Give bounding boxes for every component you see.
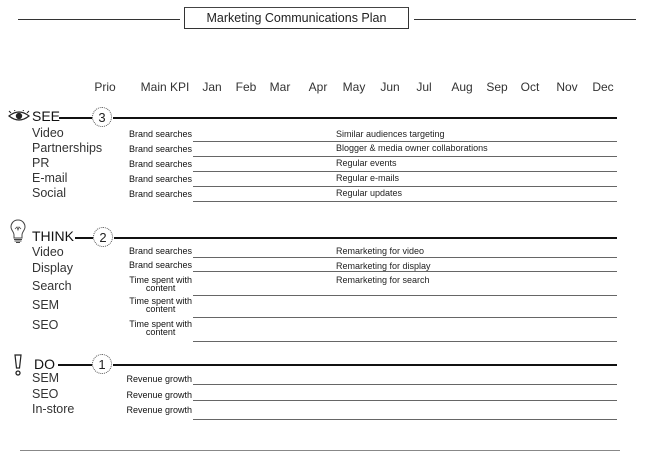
row-rule — [193, 186, 617, 187]
page-title — [184, 7, 409, 29]
page-title-text: Marketing Communications Plan — [206, 11, 387, 25]
col-apr: Apr — [308, 80, 328, 94]
row-rule — [193, 141, 617, 142]
row-rule — [193, 257, 617, 258]
row-rule — [193, 171, 617, 172]
row-rule — [193, 271, 617, 272]
col-dec: Dec — [592, 80, 614, 94]
col-feb: Feb — [235, 80, 257, 94]
priority-badge: 3 — [92, 107, 112, 127]
kpi-line1: Time spent with — [129, 319, 192, 329]
eye-icon — [8, 110, 30, 122]
activity-label: Regular e-mails — [336, 173, 400, 183]
activity-label: Remarketing for search — [336, 275, 430, 285]
col-nov: Nov — [556, 80, 578, 94]
kpi-label — [129, 297, 192, 313]
kpi-line2: content — [145, 327, 176, 337]
row-rule — [193, 156, 617, 157]
section-connector — [75, 237, 94, 239]
col-prio: Prio — [94, 80, 116, 94]
activity-label: Remarketing for video — [336, 246, 425, 256]
section-rule — [113, 117, 617, 119]
row-rule — [193, 419, 617, 420]
kpi-line2: content — [145, 283, 176, 293]
kpi-label: Revenue growth — [126, 390, 192, 400]
channel-name: SEM — [32, 298, 60, 312]
footer-rule — [20, 450, 620, 451]
kpi-line1: Time spent with — [129, 296, 192, 306]
col-jun: Jun — [380, 80, 400, 94]
channel-name: Video — [32, 126, 64, 140]
kpi-label: Brand searches — [128, 246, 192, 256]
kpi-label: Revenue growth — [126, 405, 192, 415]
row-rule — [193, 295, 617, 296]
col-sep: Sep — [486, 80, 508, 94]
channel-name: Video — [32, 245, 64, 259]
channel-name: Social — [32, 186, 67, 200]
row-rule — [193, 400, 617, 401]
col-main-kpi: Main KPI — [140, 80, 190, 94]
activity-label: Remarketing for display — [336, 261, 431, 271]
kpi-line2: content — [145, 304, 176, 314]
row-rule — [193, 201, 617, 202]
row-rule — [193, 384, 617, 385]
lightbulb-icon — [10, 219, 26, 245]
channel-name: Search — [32, 279, 72, 293]
kpi-label: Revenue growth — [126, 374, 192, 384]
channel-name: Partnerships — [32, 141, 103, 155]
kpi-label: Brand searches — [128, 129, 192, 139]
activity-label: Blogger & media owner collaborations — [336, 143, 488, 153]
channel-name: SEO — [32, 318, 59, 332]
priority-badge: 2 — [93, 227, 113, 247]
kpi-label: Brand searches — [128, 144, 192, 154]
channel-name: SEO — [32, 387, 59, 401]
col-aug: Aug — [451, 80, 473, 94]
section-rule — [113, 364, 617, 366]
col-mar: Mar — [269, 80, 291, 94]
col-oct: Oct — [520, 80, 540, 94]
section-rule — [114, 237, 617, 239]
section-title: DO — [34, 356, 55, 372]
kpi-label: Brand searches — [128, 189, 192, 199]
channel-name: SEM — [32, 371, 60, 385]
channel-name: PR — [32, 156, 50, 170]
col-jul: Jul — [416, 80, 432, 94]
kpi-label — [129, 320, 192, 336]
section-title: THINK — [32, 228, 74, 244]
kpi-label: Brand searches — [128, 174, 192, 184]
section-connector — [59, 117, 93, 119]
exclamation-icon — [13, 354, 23, 378]
channel-name: E-mail — [32, 171, 68, 185]
kpi-label — [129, 276, 192, 292]
kpi-label: Brand searches — [128, 260, 192, 270]
kpi-label: Brand searches — [128, 159, 192, 169]
title-rule-left — [18, 19, 180, 20]
activity-label: Regular updates — [336, 188, 403, 198]
channel-name: In-store — [32, 402, 75, 416]
col-jan: Jan — [202, 80, 222, 94]
priority-badge: 1 — [92, 354, 112, 374]
row-rule — [193, 341, 617, 342]
kpi-line1: Time spent with — [129, 275, 192, 285]
activity-label: Regular events — [336, 158, 397, 168]
col-may: May — [342, 80, 366, 94]
title-rule-right — [414, 19, 636, 20]
channel-name: Display — [32, 261, 73, 275]
activity-label: Similar audiences targeting — [336, 129, 445, 139]
row-rule — [193, 317, 617, 318]
section-title: SEE — [32, 108, 61, 124]
section-connector — [58, 364, 93, 366]
